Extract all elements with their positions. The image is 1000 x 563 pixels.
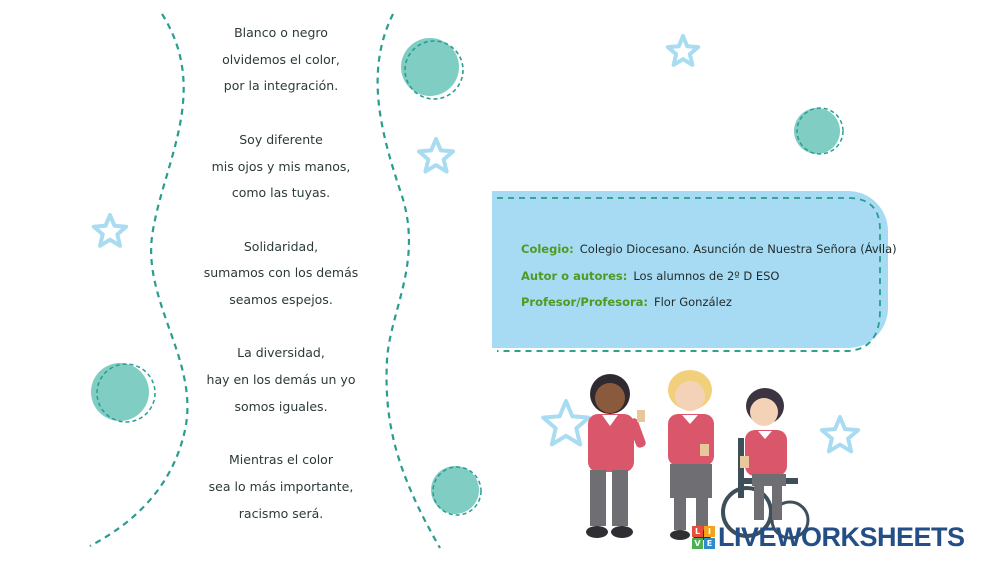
poem-line: Soy diferente xyxy=(239,131,323,147)
star-icon xyxy=(94,215,126,246)
teacher-row xyxy=(521,289,897,316)
poem-line: La diversidad, xyxy=(237,345,325,361)
girl-wheelchair-figure xyxy=(740,388,787,520)
logo-badge-letter: L xyxy=(692,526,703,537)
poem-line: Solidaridad, xyxy=(243,238,319,254)
info-content xyxy=(521,236,897,316)
poem-line: Mientras el color xyxy=(229,452,333,468)
star-icon xyxy=(668,36,698,65)
school-label: Colegio: xyxy=(521,242,574,256)
poem-line: seamos espejos. xyxy=(229,292,333,307)
logo-badge-icon xyxy=(692,526,715,549)
logo-badge-letter: E xyxy=(704,538,715,549)
poem xyxy=(170,20,392,527)
poem-line: por la integración. xyxy=(223,78,339,94)
poem-line: Blanco o negro xyxy=(234,25,328,40)
boy-figure xyxy=(586,374,647,538)
poem-line: sumamos con los demás xyxy=(203,265,359,281)
poem-stanza xyxy=(170,20,392,100)
poem-line: sea lo más importante, xyxy=(208,478,354,494)
poem-stanza xyxy=(170,447,392,527)
teacher-label: Profesor/Profesora: xyxy=(521,295,648,309)
poem-line: hay en los demás un yo xyxy=(206,372,356,388)
authors-row xyxy=(521,263,897,290)
poem-line: mis ojos y mis manos, xyxy=(211,158,351,174)
poem-line: como las tuyas. xyxy=(231,185,331,201)
teacher-value: Flor González xyxy=(654,295,732,309)
logo-text: LIVEWORKSHEETS xyxy=(718,522,965,552)
poem-line: olvidemos el color, xyxy=(222,51,340,67)
logo-badge-letter: V xyxy=(692,538,703,549)
girl-figure xyxy=(668,370,714,540)
teal-circle xyxy=(91,363,149,421)
teal-circle xyxy=(794,108,840,154)
poem-line: racismo será. xyxy=(238,505,324,521)
school-value: Colegio Diocesano. Asunción de Nuestra Señora (Ávila) xyxy=(579,242,897,256)
authors-value: Los alumnos de 2º D ESO xyxy=(633,268,780,283)
logo-badge-letter: I xyxy=(704,526,715,537)
poem-stanza xyxy=(170,234,392,314)
school-row xyxy=(521,236,897,263)
poem-stanza xyxy=(170,340,392,420)
liveworksheets-logo xyxy=(692,522,965,552)
poem-stanza xyxy=(170,127,392,207)
authors-label: Autor o autores: xyxy=(521,268,628,283)
poem-line: somos iguales. xyxy=(234,398,328,414)
star-icon xyxy=(419,139,453,172)
